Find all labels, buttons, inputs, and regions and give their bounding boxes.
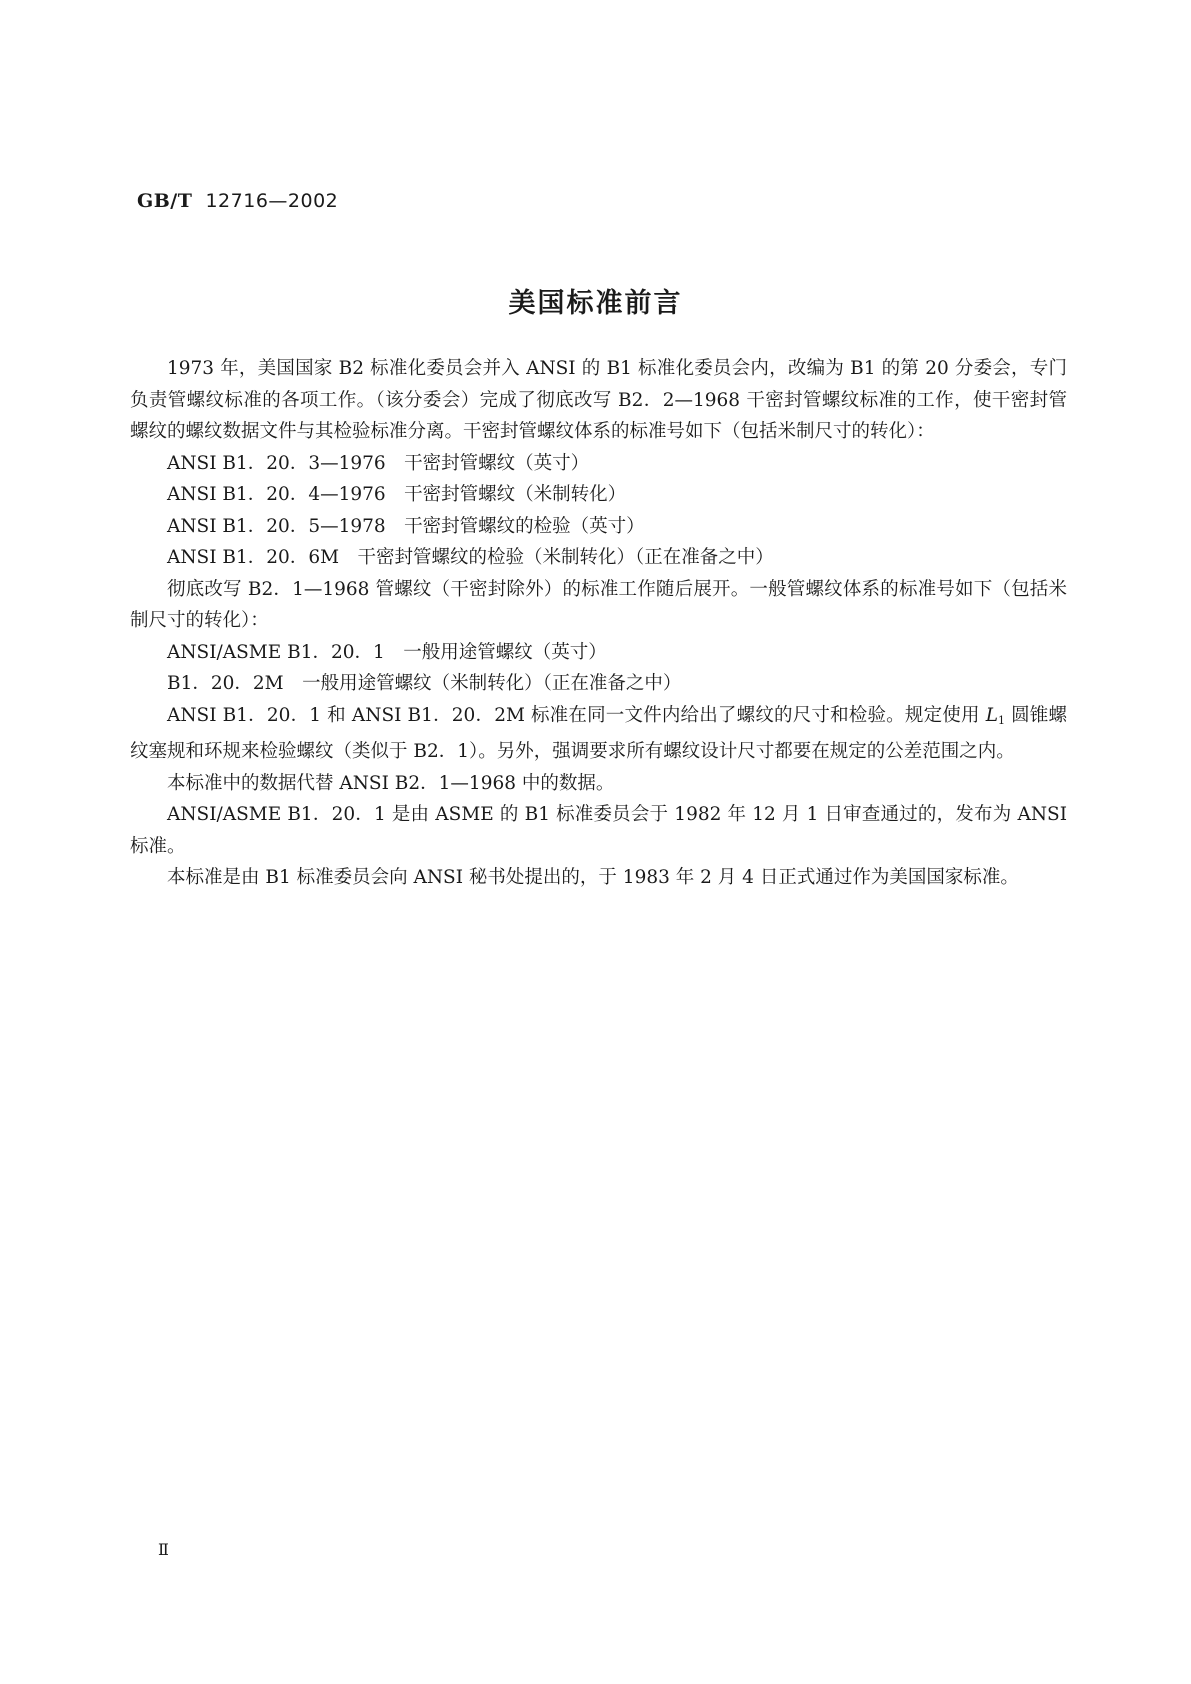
list-item: ANSI B1．20．5—1978 干密封管螺纹的检验（英寸） [167, 515, 645, 537]
paragraph-data-replacement: 本标准中的数据代替 ANSI B2．1—1968 中的数据。 [167, 772, 615, 794]
standard-code [137, 190, 338, 212]
list-item: ANSI B1．20．4—1976 干密封管螺纹（米制转化） [167, 484, 627, 505]
paragraph-approval: ANSI/ASME B1．20．1 是由 ASME 的 B1 标准委员会于 1982 年 12 月 1 日审查通过的，发布为 ANSI 标准。 [130, 804, 1067, 857]
list-item: ANSI B1．20．3—1976 干密封管螺纹（英寸） [167, 452, 590, 474]
paragraph-adoption: 本标准是由 B1 标准委员会向 ANSI 秘书处提出的，于 1983 年 2 月 4 日正式通过作为美国国家标准。 [167, 867, 1019, 888]
list-item: ANSI B1．20．6M 干密封管螺纹的检验（米制转化）（正在准备之中） [167, 547, 774, 568]
list-item: ANSI/ASME B1．20．1 一般用途管螺纹（英寸） [167, 641, 607, 663]
list-item: B1．20．2M 一般用途管螺纹（米制转化）（正在准备之中） [167, 673, 682, 694]
paragraph-general-pipe: 彻底改写 B2．1—1968 管螺纹（干密封除外）的标准工作随后展开。一般管螺纹体系的标准号如下（包括米制尺寸的转化）： [130, 578, 1067, 631]
gauge-variable-subscript: 1 [998, 713, 1006, 727]
paragraph-gauging [130, 700, 1067, 768]
preface-body [130, 353, 1067, 894]
page-number: Ⅱ [158, 1540, 169, 1559]
paragraph-gauging-text-b: 圆锥螺纹塞规和环规来检验螺纹（类似于 B2．1）。另外，强调要求所有螺纹设计尺寸都要在规定的公差范围之内。 [130, 704, 1067, 762]
page-title: 美国标准前言 [508, 288, 683, 319]
gauge-variable: L [985, 704, 999, 726]
standard-number: 12716—2002 [205, 190, 339, 212]
paragraph-gauging-text-a: ANSI B1．20．1 和 ANSI B1．20．2M 标准在同一文件内给出了螺纹的尺寸和检验。规定使用 [167, 704, 986, 726]
paragraph-intro: 1973 年，美国国家 B2 标准化委员会并入 ANSI 的 B1 标准化委员会内，改编为 B1 的第 20 分委会，专门负责管螺纹标准的各项工作。（该分委会）完成了彻底改写 B2．2—1968 干密封管螺纹标准的工作，使干密封管螺纹的螺纹数据文件与其检验标准分离。干密封管螺纹体系的标准号如下（包括米制尺寸的转化）： [130, 358, 1067, 442]
standard-prefix: GB/T [137, 190, 193, 212]
